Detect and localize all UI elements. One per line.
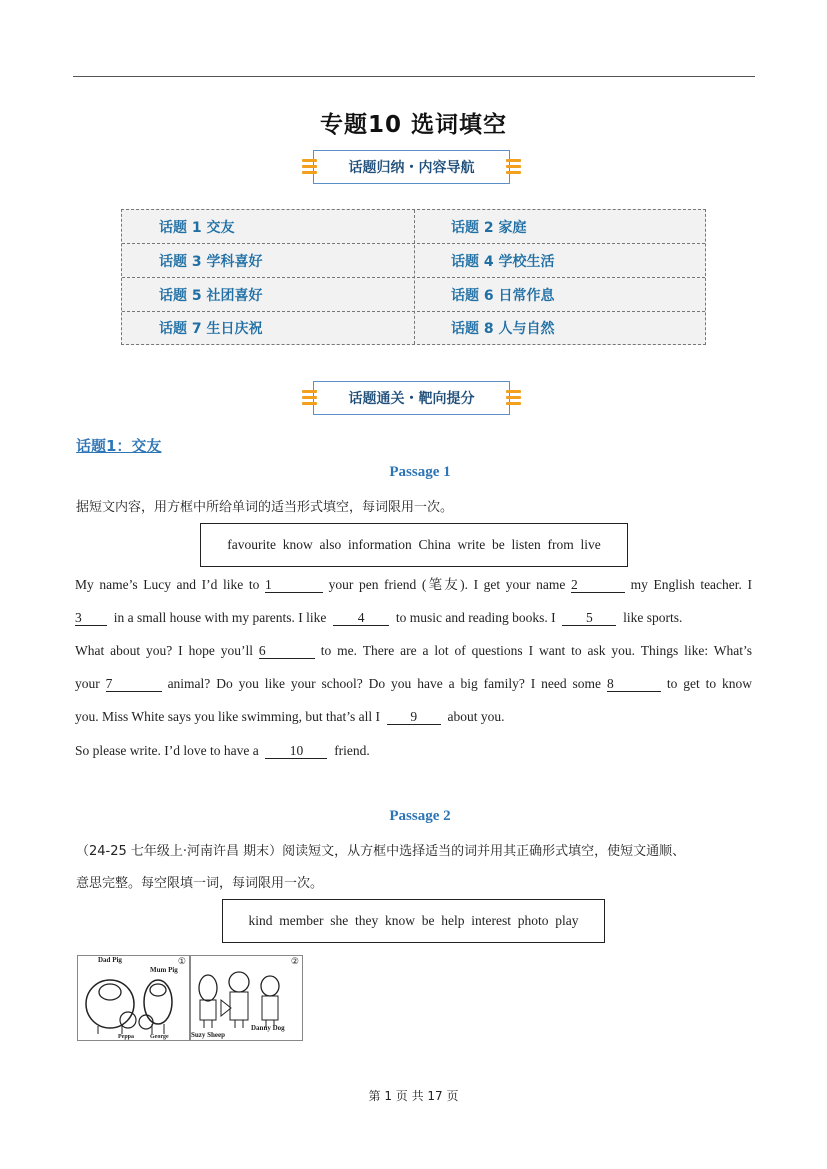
- passage-line: So please write. I’d love to have a 10 friend.: [75, 743, 370, 758]
- instruction: 意思完整。每空限填一词，每词限用一次。: [76, 876, 324, 891]
- banner-decoration-icon: [302, 156, 317, 178]
- banner-text: 话题归纳・内容导航: [348, 160, 475, 176]
- passage-line: My name’s Lucy and I’d like to 1 your pen friend (笔友). I get your name 2 my English teacher. I: [75, 577, 753, 592]
- banner-decoration-icon: [506, 156, 521, 178]
- topic-item[interactable]: 话题 1 交友: [159, 220, 235, 236]
- blank[interactable]: 1: [265, 577, 323, 593]
- blank[interactable]: 7: [106, 676, 162, 692]
- page-number: 第 1 页 共 17 页: [368, 1089, 459, 1103]
- topic-item[interactable]: 话题 7 生日庆祝: [159, 321, 263, 337]
- topic-item[interactable]: 话题 4 学校生活: [451, 254, 555, 270]
- blank[interactable]: 9: [387, 709, 441, 725]
- banner-text: 话题通关・靶向提分: [348, 391, 475, 407]
- instruction: （24-25 七年级上·河南许昌 期末）阅读短文，从方框中选择适当的词并用其正确形式填空，使短文通顺、: [76, 844, 686, 859]
- topic-item[interactable]: 话题 2 家庭: [451, 220, 527, 236]
- word-box: kind member she they know be help interest photo play: [222, 899, 605, 943]
- passage-title: Passage 2: [389, 808, 451, 824]
- topic-item[interactable]: 话题 3 学科喜好: [159, 254, 263, 270]
- topic-item[interactable]: 话题 6 日常作息: [451, 288, 555, 304]
- topic-table: [121, 209, 706, 345]
- passage-line: your 7 animal? Do you like your school? Do you have a big family? I need some 8 to get to know: [75, 676, 753, 691]
- banner-practice: [313, 381, 510, 415]
- blank[interactable]: 10: [265, 743, 327, 759]
- header-rule: [73, 76, 755, 77]
- illustration-friends: ② Suzy Sheep Danny Dog: [190, 955, 303, 1041]
- illustration-pig-family: ① Dad Pig Mum Pig Peppa George: [77, 955, 190, 1041]
- blank[interactable]: 5: [562, 610, 616, 626]
- banner-decoration-icon: [302, 387, 317, 409]
- passage-title: Passage 1: [389, 464, 451, 480]
- banner-content-nav: [313, 150, 510, 184]
- page-title: 专题10 选词填空: [319, 112, 507, 138]
- blank[interactable]: 3: [75, 610, 107, 626]
- friends-icon: [191, 956, 302, 1040]
- blank[interactable]: 8: [607, 676, 661, 692]
- blank[interactable]: 4: [333, 610, 389, 626]
- blank[interactable]: 6: [259, 643, 315, 659]
- passage-line: What about you? I hope you’ll 6 to me. There are a lot of questions I want to ask you. Things like: What’s: [75, 643, 752, 658]
- word-box: favourite know also information China write be listen from live: [200, 523, 628, 567]
- passage-line: you. Miss White says you like swimming, but that’s all I 9 about you.: [75, 709, 505, 724]
- instruction: 据短文内容，用方框中所给单词的适当形式填空，每词限用一次。: [76, 500, 454, 515]
- blank[interactable]: 2: [571, 577, 625, 593]
- section-heading: 话题1：交友: [76, 437, 162, 455]
- banner-decoration-icon: [506, 387, 521, 409]
- topic-item[interactable]: 话题 5 社团喜好: [159, 288, 263, 304]
- passage-line: 3 in a small house with my parents. I like 4 to music and reading books. I 5 like sports.: [75, 610, 683, 625]
- topic-item[interactable]: 话题 8 人与自然: [451, 321, 555, 337]
